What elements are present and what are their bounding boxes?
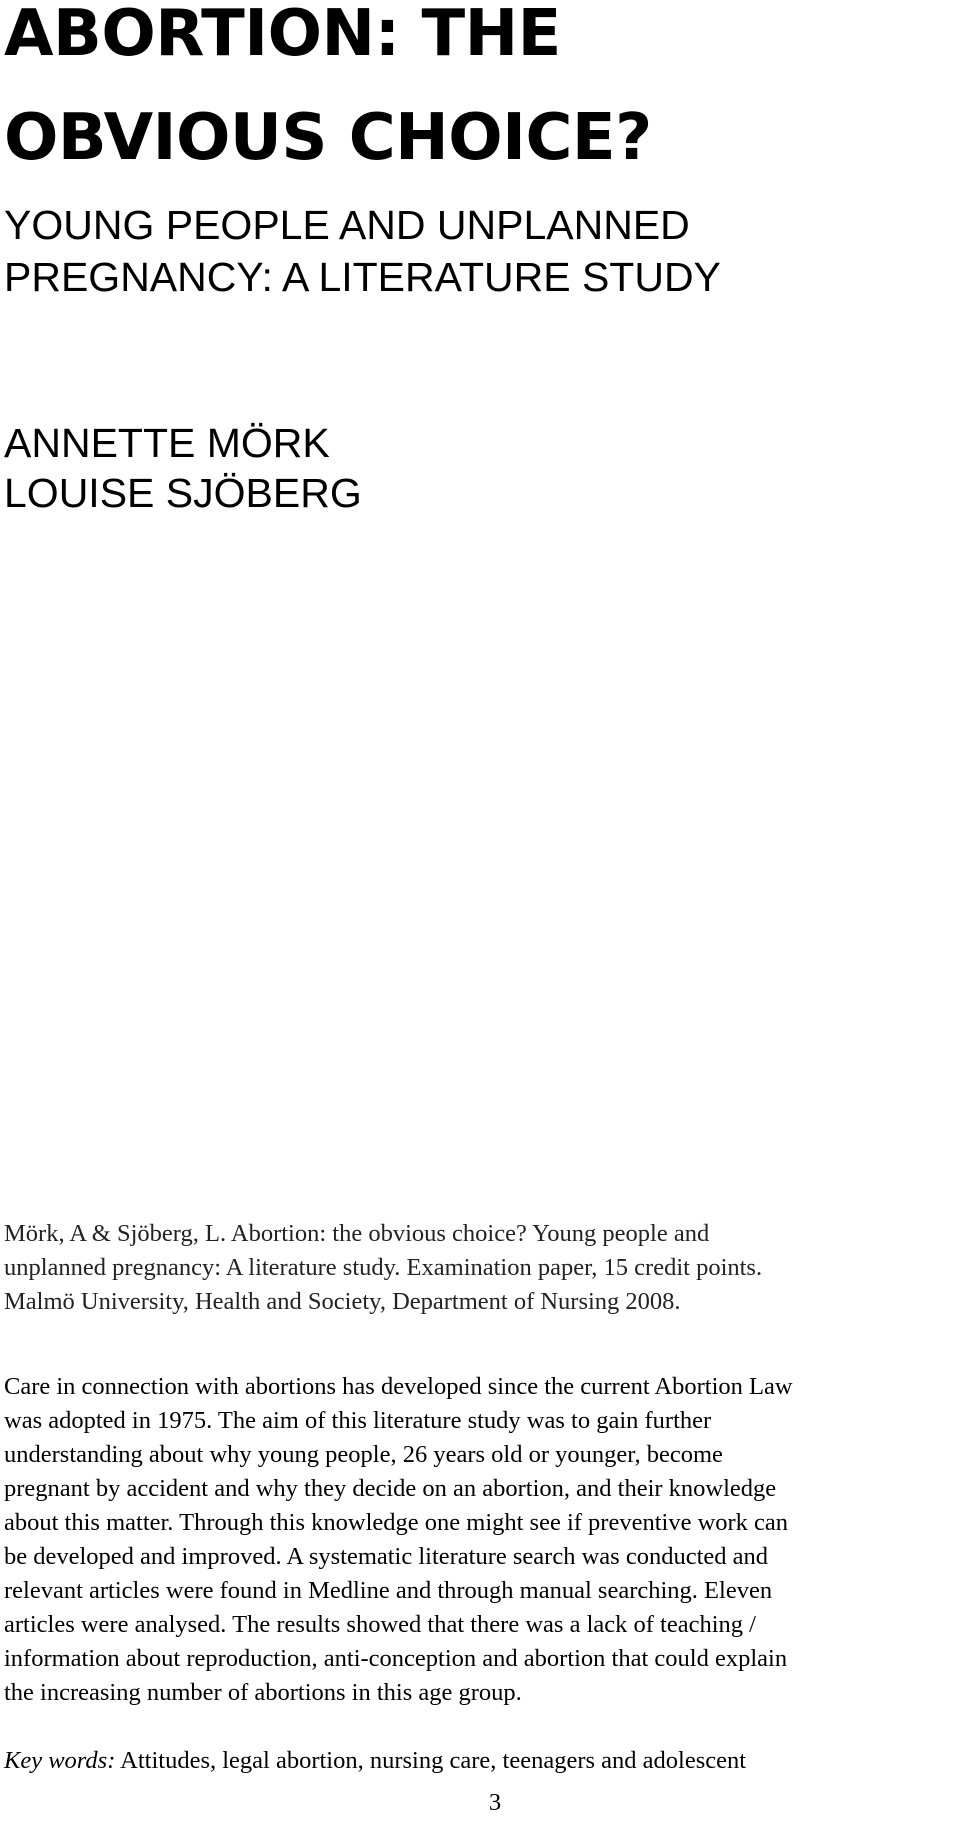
author-list xyxy=(4,418,362,518)
abstract-line: pregnant by accident and why they decide on an abortion, and their knowledge xyxy=(4,1475,777,1502)
abstract-line: be developed and improved. A systematic literature search was conducted and xyxy=(4,1543,768,1570)
subtitle-line-2: PREGNANCY: A LITERATURE STUDY xyxy=(4,254,721,300)
abstract-line: the increasing number of abortions in this age group. xyxy=(4,1679,522,1706)
abstract-line: relevant articles were found in Medline and through manual searching. Eleven xyxy=(4,1577,773,1604)
title-line-1: ABORTION: THE xyxy=(4,0,561,71)
abstract-line: understanding about why young people, 26 years old or younger, become xyxy=(4,1441,723,1468)
title-line-2: OBVIOUS CHOICE? xyxy=(4,101,652,175)
citation-line: Mörk, A & Sjöberg, L. Abortion: the obvious choice? Young people and xyxy=(4,1220,710,1247)
keywords xyxy=(4,1744,746,1778)
document-subtitle xyxy=(4,199,721,303)
keywords-text: Attitudes, legal abortion, nursing care, teenagers and adolescent xyxy=(115,1747,747,1774)
abstract-line: information about reproduction, anti-conception and abortion that could explain xyxy=(4,1645,788,1672)
abstract xyxy=(4,1370,960,1710)
keywords-label: Key words: xyxy=(4,1747,116,1774)
citation-line: unplanned pregnancy: A literature study. Examination paper, 15 credit points. xyxy=(4,1254,763,1281)
citation-line: Malmö University, Health and Society, Department of Nursing 2008. xyxy=(4,1288,681,1315)
author-name: ANNETTE MÖRK xyxy=(4,420,330,466)
abstract-line: about this matter. Through this knowledge one might see if preventive work can xyxy=(4,1509,789,1536)
subtitle-line-1: YOUNG PEOPLE AND UNPLANNED xyxy=(4,202,690,248)
author-name: LOUISE SJÖBERG xyxy=(4,470,362,516)
abstract-line: was adopted in 1975. The aim of this literature study was to gain further xyxy=(4,1407,712,1434)
document-title xyxy=(4,0,652,190)
page-number: 3 xyxy=(488,1789,502,1816)
abstract-line: Care in connection with abortions has developed since the current Abortion Law xyxy=(4,1373,793,1400)
abstract-line: articles were analysed. The results showed that there was a lack of teaching / xyxy=(4,1611,756,1638)
citation xyxy=(4,1217,954,1319)
